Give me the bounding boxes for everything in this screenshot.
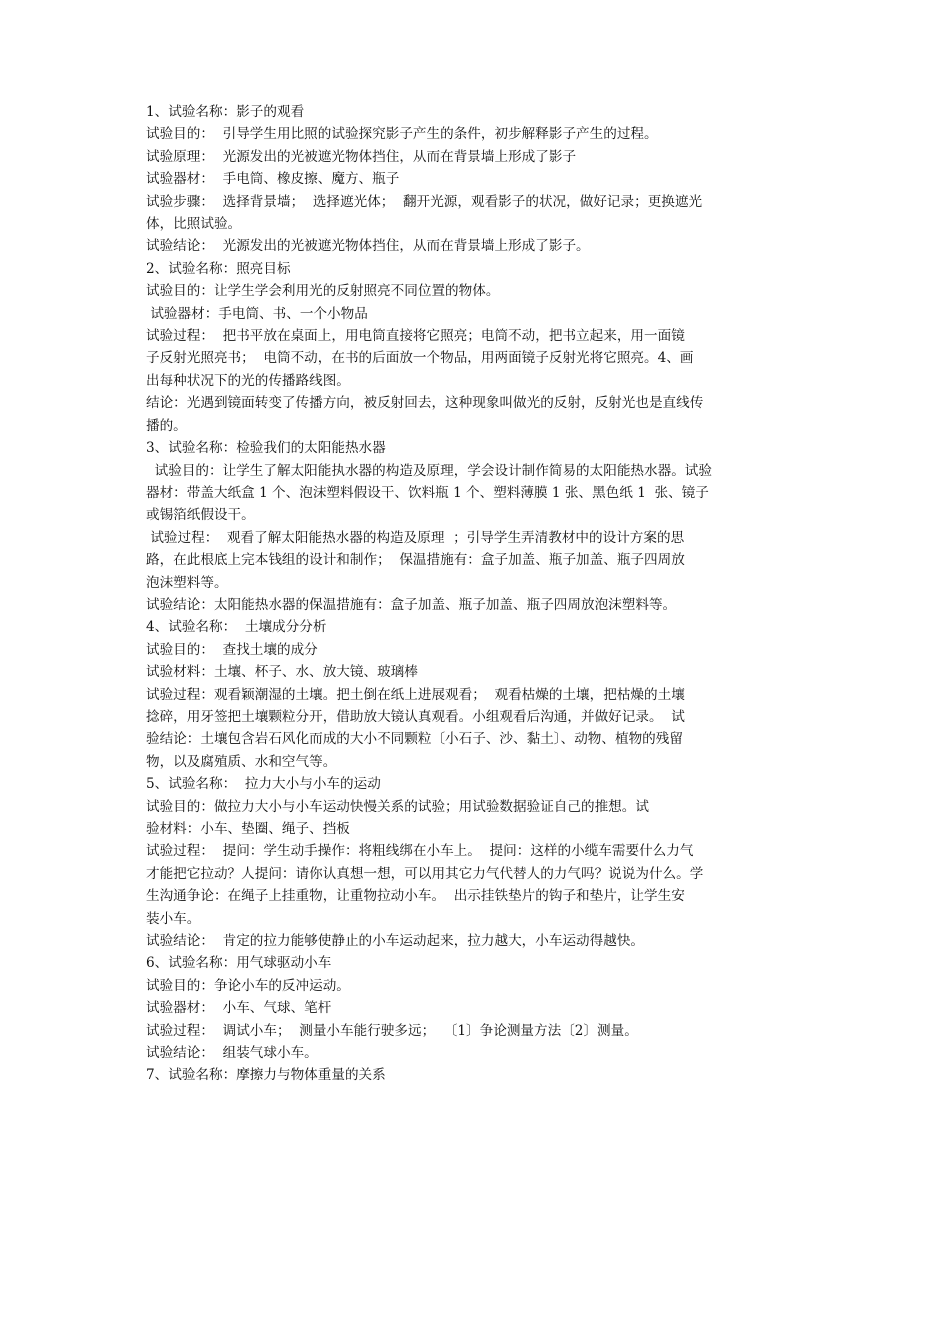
text-line: 2、试验名称：照亮目标 — [146, 260, 291, 277]
text-line: 试验原理： 光源发出的光被遮光物体挡住，从而在背景墙上形成了影子 — [146, 148, 577, 165]
text-line: 试验结论： 肯定的拉力能够使静止的小车运动起来，拉力越大，小车运动得越快。 — [146, 933, 645, 950]
text-line: 物，以及腐殖质、水和空气等。 — [146, 753, 337, 770]
text-line: 出每种状况下的光的传播路线图。 — [146, 372, 350, 389]
document-body — [146, 101, 812, 1087]
text-line: 试验器材： 手电筒、橡皮擦、魔方、瓶子 — [146, 171, 400, 188]
text-line: 装小车。 — [146, 910, 201, 927]
text-line: 播的。 — [146, 417, 187, 434]
text-line: 试验过程： 把书平放在桌面上，用电筒直接将它照亮；电筒不动，把书立起来，用一面镜 — [146, 328, 685, 345]
text-line: 生沟通争论：在绳子上挂重物，让重物拉动小车。 出示挂铁垫片的钩子和垫片，让学生安 — [146, 888, 685, 905]
text-line: 验材料：小车、垫圈、绳子、挡板 — [146, 821, 350, 837]
text-line: 5、试验名称： 拉力大小与小车的运动 — [146, 776, 381, 793]
text-line: 器材：带盖大纸盒 1 个、泡沫塑料假设干、饮料瓶 1 个、塑料薄膜 1 张、黑色纸 1 张、镜子 — [146, 484, 709, 501]
text-line: 7、试验名称：摩擦力与物体重量的关系 — [146, 1067, 386, 1084]
text-line: 试验过程： 调试小车； 测量小车能行驶多远； 〔1〕争论测量方法〔2〕测量。 — [146, 1022, 638, 1039]
text-line: 试验目的： 引导学生用比照的试验探究影子产生的条件，初步解释影子产生的过程。 — [146, 126, 658, 143]
text-line: 试验器材：手电筒、书、一个小物品 — [146, 305, 368, 322]
text-line: 试验目的：让学生了解太阳能执水器的构造及原理，学会设计制作简易的太阳能热水器。试验 — [146, 462, 712, 479]
text-line: 试验目的：争论小车的反冲运动。 — [146, 977, 350, 994]
text-line: 试验过程：观看颖潮湿的土壤。把土倒在纸上进展观看； 观看枯燥的土壤，把枯燥的土壤 — [146, 686, 685, 703]
text-line: 子反射光照亮书； 电筒不动，在书的后面放一个物品，用两面镜子反射光将它照亮。4、画 — [146, 350, 694, 367]
text-line: 3、试验名称：检验我们的太阳能热水器 — [146, 440, 386, 457]
text-line: 6、试验名称：用气球驱动小车 — [146, 955, 332, 972]
text-line: 试验结论： 光源发出的光被遮光物体挡住，从而在背景墙上形成了影子。 — [146, 238, 590, 255]
text-line: 才能把它拉动？人提问：请你认真想一想，可以用其它力气代替人的力气吗？说说为什么。学 — [146, 865, 704, 882]
text-line: 试验目的： 查找土壤的成分 — [146, 641, 318, 658]
text-line: 试验器材： 小车、气球、笔杆 — [146, 1000, 332, 1017]
text-line: 体，比照试验。 — [146, 216, 242, 233]
text-line: 或锡箔纸假设干。 — [146, 507, 255, 524]
text-line: 4、试验名称： 土壤成分分析 — [146, 619, 327, 636]
text-line: 试验步骤： 选择背景墙； 选择遮光体； 翻开光源，观看影子的状况，做好记录；更换遮光 — [146, 193, 703, 210]
text-line: 泡沫塑料等。 — [146, 574, 228, 591]
text-line: 试验过程： 提问：学生动手操作：将粗线绑在小车上。 提问：这样的小缆车需要什么力气 — [146, 843, 694, 860]
text-line: 试验目的：做拉力大小与小车运动快慢关系的试验；用试验数据验证自己的推想。试 — [146, 798, 649, 815]
text-line: 1、试验名称：影子的观看 — [146, 104, 305, 120]
text-line: 试验材料：土壤、杯子、水、放大镜、玻璃棒 — [146, 664, 418, 681]
text-line: 试验结论： 组装气球小车。 — [146, 1045, 318, 1062]
text-line: 结论：光遇到镜面转变了传播方向，被反射回去，这种现象叫做光的反射，反射光也是直线传 — [146, 395, 704, 412]
text-line: 路，在此根底上完本钱组的设计和制作； 保温措施有：盒子加盖、瓶子加盖、瓶子四周放 — [146, 552, 685, 569]
text-line: 试验过程： 观看了解太阳能热水器的构造及原理 ；引导学生弄清教材中的设计方案的思 — [146, 529, 685, 546]
text-line: 验结论：土壤包含岩石风化而成的大小不同颗粒〔小石子、沙、黏土〕、动物、植物的残留 — [146, 731, 683, 748]
text-line: 试验结论：太阳能热水器的保温措施有：盒子加盖、瓶子加盖、瓶子四周放泡沫塑料等。 — [146, 596, 677, 613]
text-line: 捻碎，用牙签把土壤颗粒分开，借助放大镜认真观看。小组观看后沟通，并做好记录。 试 — [146, 708, 685, 725]
text-line: 试验目的：让学生学会利用光的反射照亮不同位置的物体。 — [146, 283, 500, 300]
